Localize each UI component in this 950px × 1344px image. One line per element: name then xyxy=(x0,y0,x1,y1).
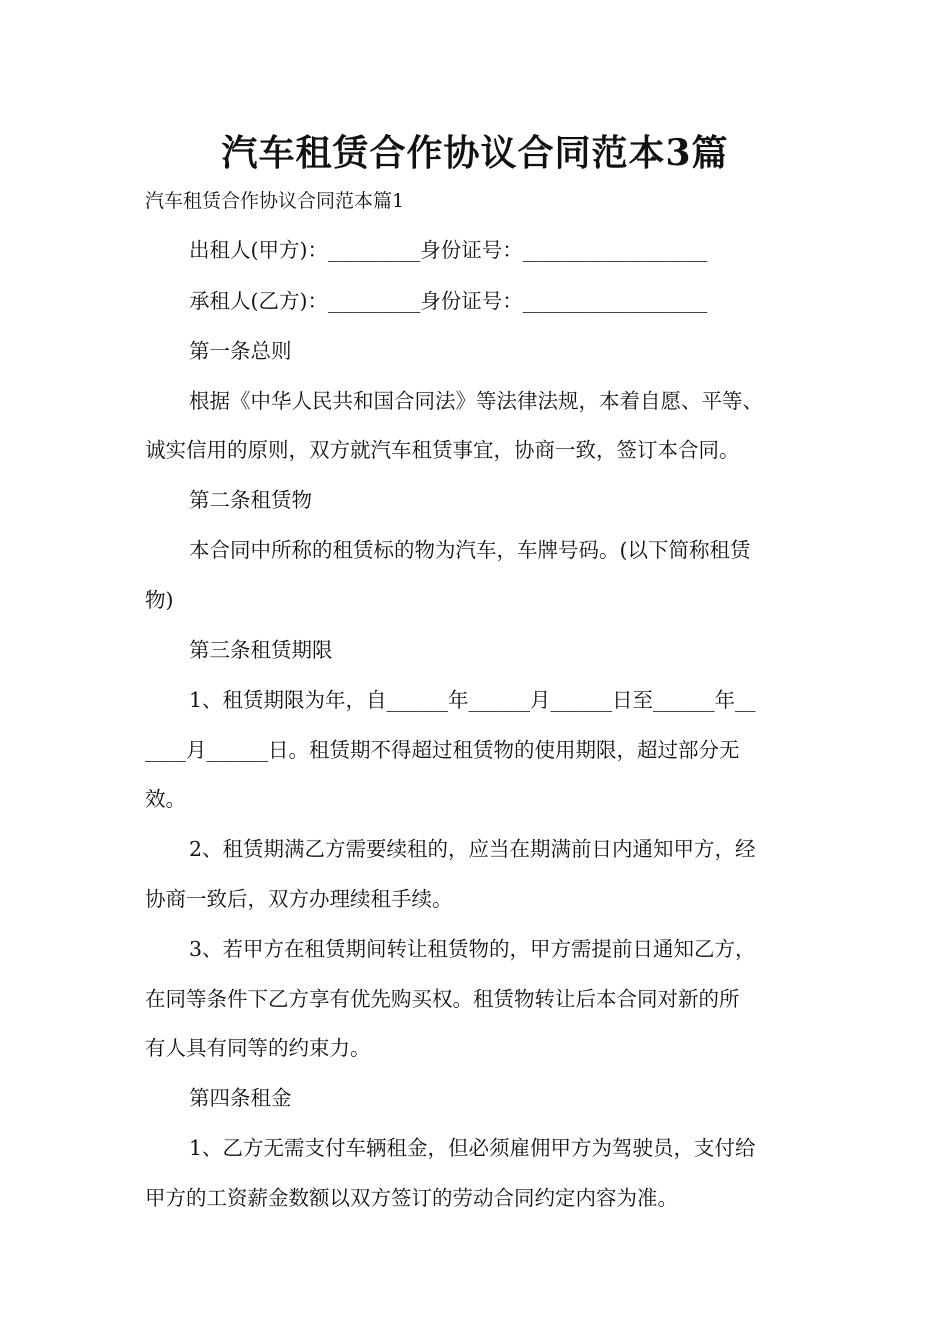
paragraph-line: 根据《中华人民共和国合同法》等法律法规，本着自愿、平等、 xyxy=(189,389,763,413)
paragraph-line: 2、租赁期满乙方需要续租的，应当在期满前日内通知甲方，经 xyxy=(189,837,756,861)
section-heading: 第三条租赁期限 xyxy=(189,638,333,662)
paragraph-line: 在同等条件下乙方享有优先购买权。租赁物转让后本合同对新的所 xyxy=(145,987,740,1011)
paragraph-line: ____月______日。租赁期不得超过租赁物的使用期限，超过部分无 xyxy=(145,738,740,762)
paragraph-line: 效。 xyxy=(145,787,186,811)
paragraph-line: 诚实信用的原则，双方就汽车租赁事宜，协商一致，签订本合同。 xyxy=(145,438,740,462)
paragraph-line: 1、乙方无需支付车辆租金，但必须雇佣甲方为驾驶员，支付给 xyxy=(189,1136,756,1160)
paragraph-line: 本合同中所称的租赁标的物为汽车，车牌号码。(以下简称租赁 xyxy=(189,538,751,562)
section-heading: 第四条租金 xyxy=(189,1086,292,1110)
lessor-line: 出租人(甲方)：_________身份证号：__________________ xyxy=(189,238,708,262)
paragraph-line: 协商一致后，双方办理续租手续。 xyxy=(145,887,453,911)
paragraph-line: 3、若甲方在租赁期间转让租赁物的，甲方需提前日通知乙方， xyxy=(189,937,756,961)
section-heading: 第一条总则 xyxy=(189,339,292,363)
paragraph-line: 甲方的工资薪金数额以双方签订的劳动合同约定内容为准。 xyxy=(145,1186,678,1210)
document-title: 汽车租赁合作协议合同范本3篇 xyxy=(221,132,729,174)
document-subtitle: 汽车租赁合作协议合同范本篇1 xyxy=(145,190,405,212)
lessee-line: 承租人(乙方)：_________身份证号：__________________ xyxy=(189,289,708,313)
paragraph-line: 物) xyxy=(145,588,174,612)
paragraph-line: 1、租赁期限为年，自______年______月______日至______年__ xyxy=(189,688,756,712)
paragraph-line: 有人具有同等的约束力。 xyxy=(145,1036,371,1060)
section-heading: 第二条租赁物 xyxy=(189,488,312,512)
